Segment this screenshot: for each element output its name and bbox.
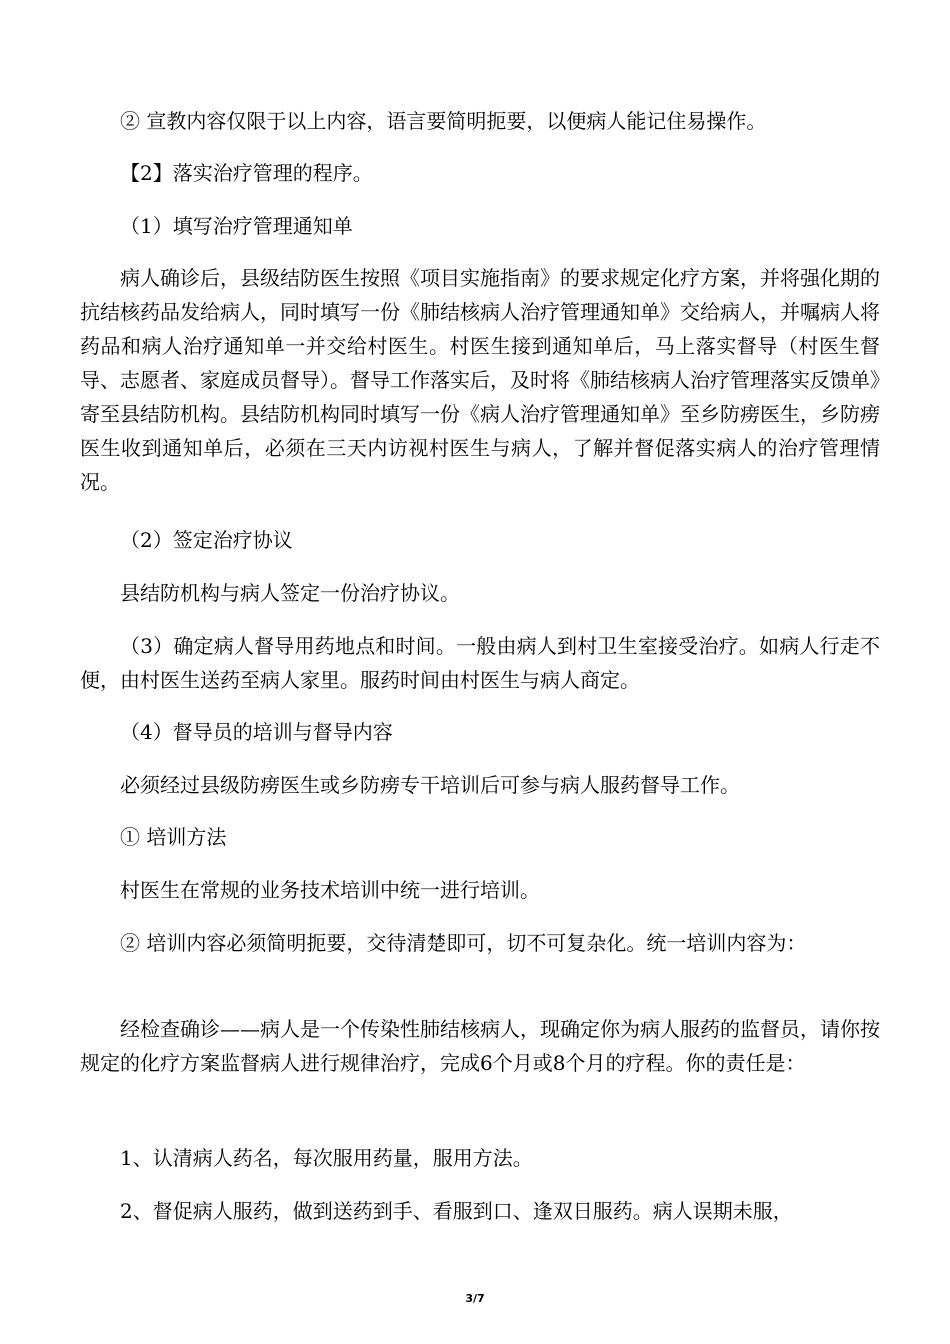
section-heading-procedure: 【2】落实治疗管理的程序。 bbox=[120, 161, 373, 185]
paragraph-education-scope: ② 宣教内容仅限于以上内容，语言要简明扼要，以便病人能记住易操作。 bbox=[120, 109, 767, 133]
subheading-sign-agreement: （2）签定治疗协议 bbox=[120, 528, 293, 552]
list-item-2: 2、督促病人服药，做到送药到手、看服到口、逢双日服药。病人误期未服， bbox=[120, 1199, 793, 1223]
paragraph-sign-agreement: 县结防机构与病人签定一份治疗协议。 bbox=[120, 581, 460, 605]
paragraph-training-content: ② 培训内容必须简明扼要，交待清楚即可，切不可复杂化。统一培训内容为： bbox=[120, 931, 807, 955]
paragraph-diagnosis-procedure: 病人确诊后，县级结防医生按照《项目实施指南》的要求规定化疗方案，并将强化期的抗结核药品发给病人，同时填写一份《肺结核病人治疗管理通知单》交给病人，并嘱病人将药品和病人治疗通知单一并交给村医生。村医生接到通知单后，马上落实督导（村医生督导、志愿者、家庭成员督导）。督导工作落实后，及时将《肺结核病人治疗管理落实反馈单》寄至县结防机构。县结防机构同时填写一份《病人治疗管理通知单》至乡防痨医生，乡防痨医生收到通知单后，必须在三天内访视村医生与病人，了解并督促落实病人的治疗管理情况。 bbox=[80, 266, 880, 494]
subheading-training-method: ① 培训方法 bbox=[120, 825, 227, 849]
list-item-1: 1、认清病人药名，每次服用药量，服用方法。 bbox=[120, 1146, 533, 1170]
paragraph-training-requirement: 必须经过县级防痨医生或乡防痨专干培训后可参与病人服药督导工作。 bbox=[120, 773, 740, 797]
subheading-fill-notice: （1）填写治疗管理通知单 bbox=[120, 214, 353, 238]
paragraph-supervisor-duty: 经检查确诊——病人是一个传染性肺结核病人，现确定你为病人服药的监督员，请你按规定的化疗方案监督病人进行规律治疗，完成6个月或8个月的疗程。你的责任是： bbox=[80, 1017, 880, 1075]
subheading-supervisor-training: （4）督导员的培训与督导内容 bbox=[120, 720, 393, 744]
page-number: 3/7 bbox=[465, 1292, 485, 1305]
paragraph-location-time: （3）确定病人督导用药地点和时间。一般由病人到村卫生室接受治疗。如病人行走不便，由村医生送药至病人家里。服药时间由村医生与病人商定。 bbox=[80, 634, 880, 692]
paragraph-training-method: 村医生在常规的业务技术培训中统一进行培训。 bbox=[120, 878, 540, 902]
